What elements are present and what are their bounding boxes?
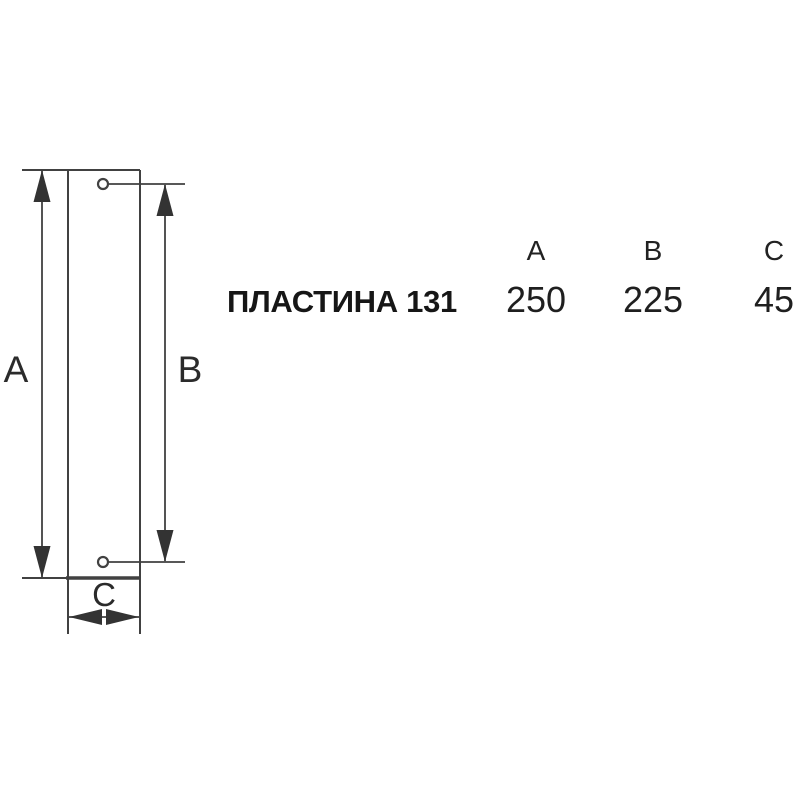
product-name: ПЛАСТИНА 131 bbox=[227, 284, 457, 319]
table-value-b: 225 bbox=[622, 279, 684, 320]
dimension-a-arrow bbox=[34, 170, 51, 578]
table-value-c: 45 bbox=[753, 279, 795, 320]
dimension-c-label: C bbox=[92, 576, 116, 613]
screw-hole-bottom bbox=[98, 557, 108, 567]
screw-hole-top bbox=[98, 179, 108, 189]
table-header-b: B bbox=[643, 235, 663, 266]
plate-technical-drawing bbox=[0, 0, 230, 680]
table-header-a: A bbox=[526, 235, 546, 266]
table-header-c: C bbox=[763, 235, 785, 266]
table-value-a: 250 bbox=[505, 279, 567, 320]
dimension-b-arrow bbox=[157, 184, 174, 562]
dimension-a-label: A bbox=[3, 349, 29, 390]
dimension-b-label: B bbox=[177, 349, 203, 390]
